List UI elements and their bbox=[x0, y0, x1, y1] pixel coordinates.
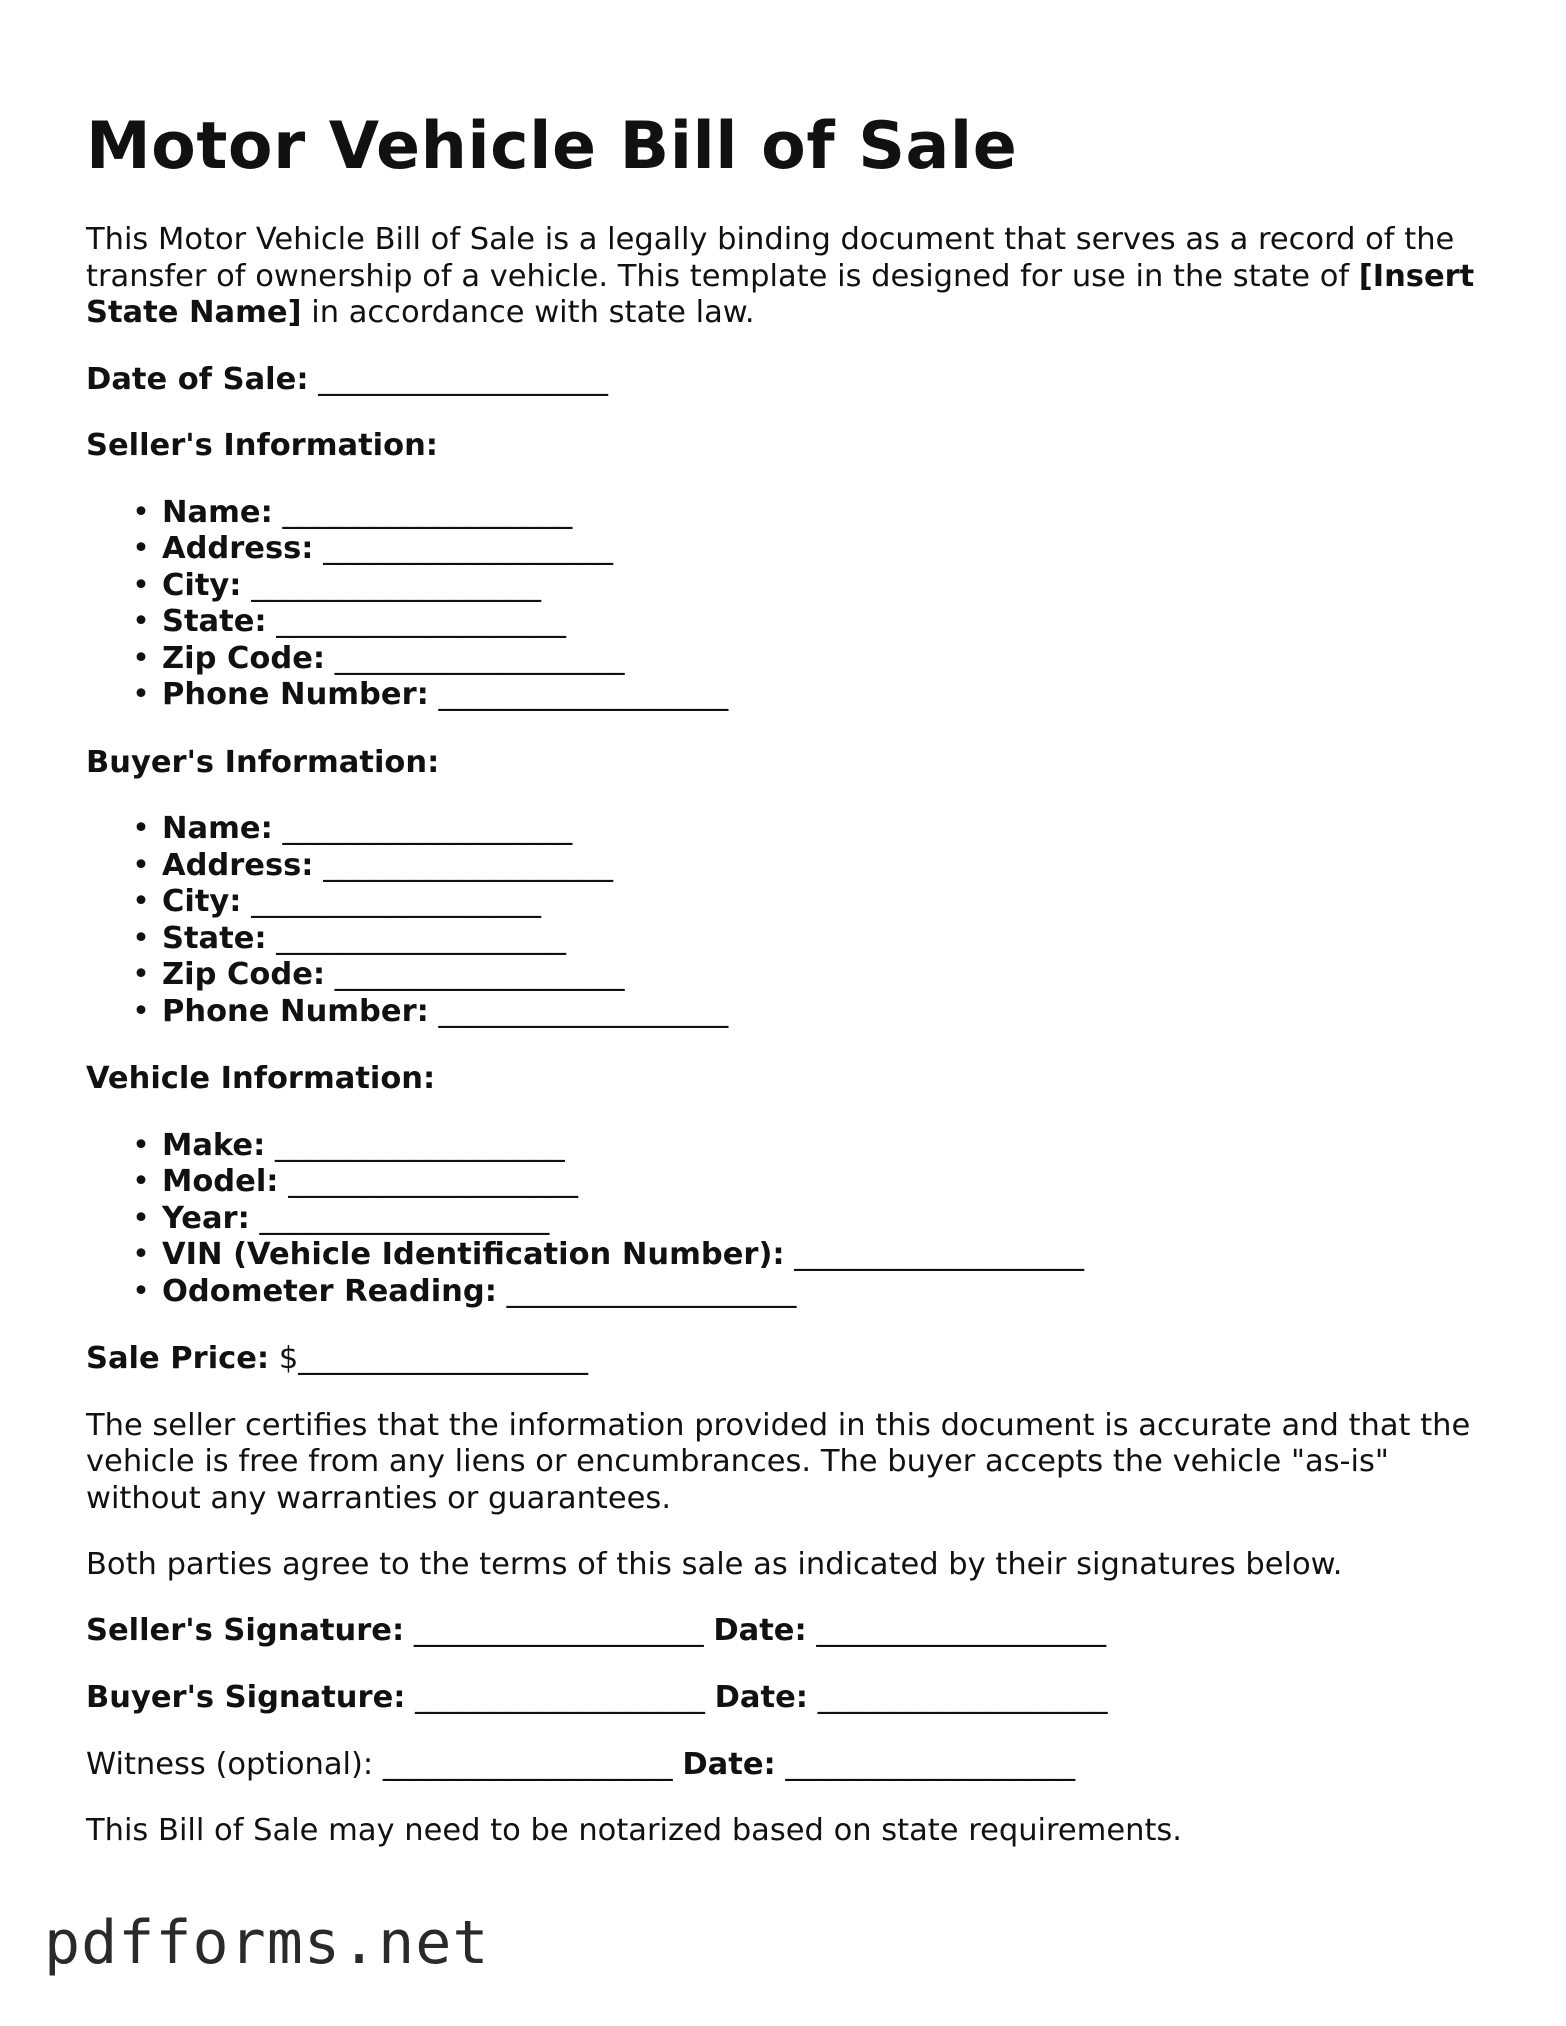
buyer-signature-row bbox=[86, 1680, 1486, 1717]
buyer-city-field bbox=[132, 884, 1486, 921]
sale-price-label: Sale Price: bbox=[86, 1341, 270, 1376]
seller-state-field bbox=[132, 604, 1486, 641]
buyer-signature-label: Buyer's Signature: bbox=[86, 1680, 406, 1715]
intro-text-part1: This Motor Vehicle Bill of Sale is a legally binding document that serves as a record of the transfer of ownership of a vehicle. This template is designed for use in the state of bbox=[86, 222, 1455, 294]
seller-address-blank[interactable]: ___________________ bbox=[323, 531, 613, 566]
witness-label: Witness (optional): bbox=[86, 1746, 374, 1782]
seller-phone-field bbox=[132, 677, 1486, 714]
intro-paragraph bbox=[86, 222, 1486, 332]
buyer-address-blank[interactable]: ___________________ bbox=[323, 847, 613, 883]
vehicle-fields-list bbox=[86, 1128, 1486, 1311]
seller-phone-blank[interactable]: ___________________ bbox=[438, 677, 729, 712]
vehicle-odometer-blank[interactable]: ___________________ bbox=[506, 1273, 797, 1309]
vehicle-model-label: Model: bbox=[162, 1164, 279, 1199]
vehicle-make-blank[interactable]: ___________________ bbox=[274, 1127, 565, 1163]
seller-signature-blank[interactable]: ___________________ bbox=[413, 1612, 704, 1648]
buyer-state-label: State: bbox=[162, 920, 267, 956]
agreement-paragraph: Both parties agree to the terms of this sale as indicated by their signatures below. bbox=[86, 1547, 1343, 1582]
date-of-sale-blank[interactable]: ___________________ bbox=[318, 361, 608, 397]
seller-name-label: Name: bbox=[162, 494, 273, 530]
seller-phone-label: Phone Number: bbox=[162, 677, 429, 712]
seller-zip-blank[interactable]: ___________________ bbox=[334, 640, 625, 676]
witness-date-blank[interactable]: ___________________ bbox=[785, 1746, 1076, 1782]
seller-city-blank[interactable]: ___________________ bbox=[251, 567, 541, 603]
buyer-state-blank[interactable]: ___________________ bbox=[276, 920, 567, 956]
vehicle-vin-field bbox=[132, 1237, 1486, 1274]
seller-date-label: Date: bbox=[713, 1612, 807, 1648]
vehicle-year-field bbox=[132, 1201, 1486, 1238]
buyer-phone-blank[interactable]: ___________________ bbox=[438, 993, 729, 1029]
vehicle-odometer-field bbox=[132, 1274, 1486, 1311]
seller-address-label: Address: bbox=[162, 531, 314, 566]
seller-date-blank[interactable]: ___________________ bbox=[816, 1612, 1107, 1648]
witness-date-label: Date: bbox=[682, 1746, 776, 1782]
notary-paragraph: This Bill of Sale may need to be notarized based on state requirements. bbox=[86, 1813, 1183, 1848]
buyer-zip-label: Zip Code: bbox=[162, 957, 326, 992]
seller-signature-label: Seller's Signature: bbox=[86, 1612, 405, 1648]
date-of-sale-row bbox=[86, 362, 1486, 399]
buyer-date-label: Date: bbox=[714, 1680, 808, 1715]
buyer-signature-blank[interactable]: ___________________ bbox=[415, 1680, 705, 1715]
buyer-zip-blank[interactable]: ___________________ bbox=[334, 957, 625, 992]
bill-of-sale-document bbox=[86, 100, 1486, 1850]
vehicle-vin-label: VIN (Vehicle Identification Number): bbox=[162, 1237, 785, 1272]
vehicle-model-field bbox=[132, 1164, 1486, 1201]
seller-fields-list bbox=[86, 495, 1486, 714]
buyer-city-blank[interactable]: ___________________ bbox=[251, 884, 541, 919]
buyer-phone-label: Phone Number: bbox=[162, 993, 429, 1029]
buyer-info-heading: Buyer's Information: bbox=[86, 744, 440, 780]
buyer-name-blank[interactable]: ___________________ bbox=[282, 811, 573, 846]
vehicle-info-heading: Vehicle Information: bbox=[86, 1061, 436, 1096]
seller-zip-label: Zip Code: bbox=[162, 640, 326, 676]
sale-price-row bbox=[86, 1341, 1486, 1378]
buyer-phone-field bbox=[132, 994, 1486, 1031]
vehicle-make-label: Make: bbox=[162, 1127, 266, 1163]
date-of-sale-label: Date of Sale: bbox=[86, 361, 309, 397]
buyer-state-field bbox=[132, 921, 1486, 958]
buyer-date-blank[interactable]: ___________________ bbox=[817, 1680, 1108, 1715]
vehicle-year-blank[interactable]: ___________________ bbox=[259, 1200, 550, 1236]
vehicle-odometer-label: Odometer Reading: bbox=[162, 1273, 497, 1309]
vehicle-year-label: Year: bbox=[162, 1200, 250, 1236]
intro-text-part2: in accordance with state law. bbox=[301, 295, 755, 330]
seller-info-heading: Seller's Information: bbox=[86, 428, 438, 463]
seller-state-blank[interactable]: ___________________ bbox=[276, 604, 567, 639]
buyer-zip-field bbox=[132, 957, 1486, 994]
witness-row bbox=[86, 1747, 1486, 1784]
seller-city-label: City: bbox=[162, 567, 242, 603]
vehicle-make-field bbox=[132, 1128, 1486, 1165]
seller-signature-row bbox=[86, 1613, 1486, 1650]
seller-city-field bbox=[132, 568, 1486, 605]
state-name-placeholder: [Insert State Name] bbox=[86, 258, 1475, 330]
currency-symbol: $ bbox=[278, 1341, 299, 1376]
witness-blank[interactable]: ___________________ bbox=[382, 1746, 673, 1782]
sale-price-blank[interactable]: ___________________ bbox=[298, 1341, 588, 1376]
certification-paragraph: The seller certifies that the information provided in this document is accurate and that the vehicle is free from any liens or encumbrances. The buyer accepts the vehicle "as-is" without any warranties or guarantees. bbox=[86, 1407, 1471, 1516]
seller-name-blank[interactable]: ___________________ bbox=[282, 494, 573, 530]
buyer-fields-list bbox=[86, 811, 1486, 1030]
site-watermark: pdfforms.net bbox=[44, 1908, 490, 1978]
buyer-name-label: Name: bbox=[162, 811, 273, 846]
seller-name-field bbox=[132, 495, 1486, 532]
buyer-name-field bbox=[132, 811, 1486, 848]
buyer-address-field bbox=[132, 848, 1486, 885]
seller-state-label: State: bbox=[162, 604, 267, 639]
buyer-city-label: City: bbox=[162, 884, 242, 919]
vehicle-vin-blank[interactable]: ___________________ bbox=[794, 1237, 1085, 1272]
vehicle-model-blank[interactable]: ___________________ bbox=[288, 1164, 578, 1199]
document-title: Motor Vehicle Bill of Sale bbox=[86, 109, 1018, 184]
buyer-address-label: Address: bbox=[162, 847, 314, 883]
seller-zip-field bbox=[132, 641, 1486, 678]
seller-address-field bbox=[132, 531, 1486, 568]
